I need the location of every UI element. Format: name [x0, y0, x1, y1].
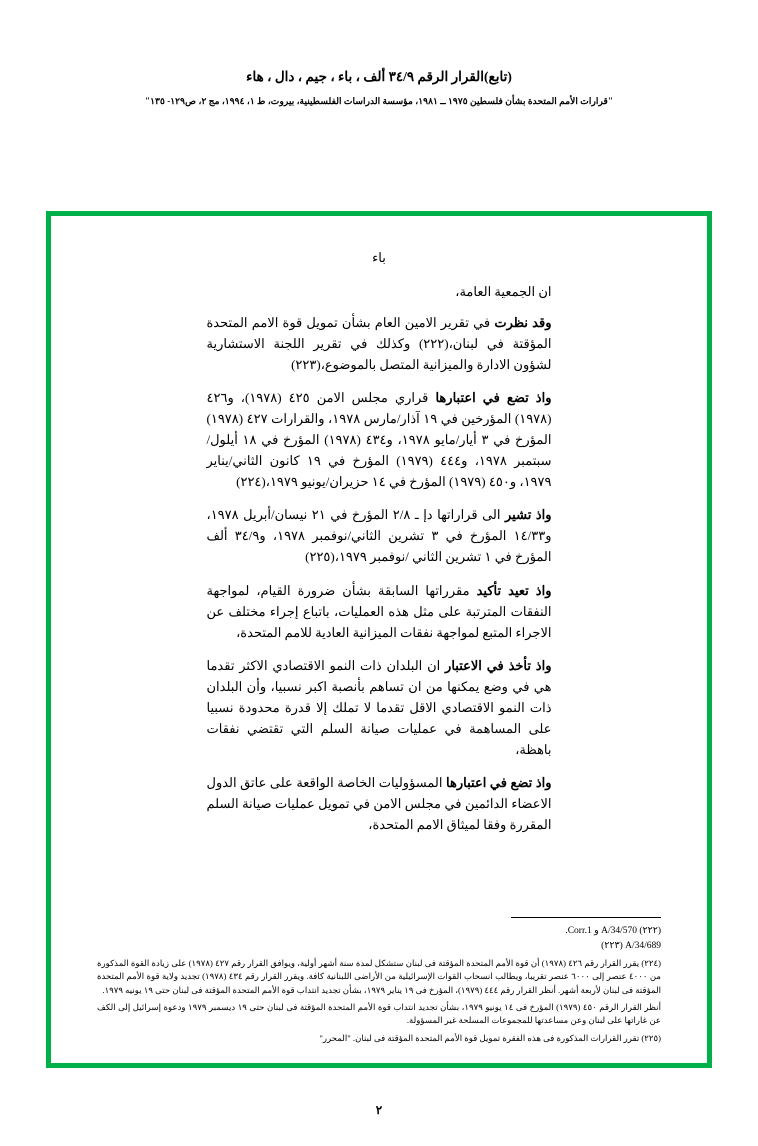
- section-letter: باء: [372, 250, 386, 265]
- paragraph-text: في تقرير الامين العام بشأن تمويل قوة الامم المتحدة المؤقتة في لبنان،(٢٢٢) وكذلك في تقرير اللجنة الاستشارية لشؤون الادارة والميزانية المتصل بالموضوع،(٢٢٣): [206, 315, 552, 373]
- footnote-line: A/34/689 (٢٢٣): [601, 940, 661, 951]
- footnotes-section: [97, 917, 661, 1045]
- paragraph-lead: واذ تضع في اعتبارها: [435, 390, 552, 406]
- footnote-block: أنظر القرار الرقم ٤٥٠ (١٩٧٩) المؤرخ فى ١٤ يونيو ١٩٧٩، بشأن تجديد انتداب قوة الأمم المتحدة المؤقتة فى لبنان حتى ١٩ ديسمبر ١٩٧٩ ودعوة إسرائيل إلى الكف عن غاراتها على لبنان وعن مساعدتها للمجموعات المسلحة غير المسؤولة.: [97, 1002, 661, 1026]
- paragraph-lead: واذ تضع في اعتبارها: [446, 774, 552, 790]
- page-source-citation: "قرارات الأمم المتحدة بشأن فلسطين ١٩٧٥ ــ ١٩٨١، مؤسسة الدراسات الفلسطينية، بيروت، ط ١، ١٩٩٤، مج ٢، ص١٢٩- ١٣٥": [144, 95, 614, 106]
- page-number: ٢: [375, 1103, 383, 1117]
- paragraph: [207, 312, 552, 375]
- paragraph-lead: وقد نظرت: [494, 315, 552, 330]
- paragraph-text: الى قراراتها دإ ـ ٢/٨ المؤرخ في ٢١ نيسان/أبريل ١٩٧٨، و١٤/٣٣ المؤرخ في ٣ تشرين الثاني/نوفمبر ١٩٧٨، و٣٤/٩ ألف المؤرخ في ١ تشرين الثاني /نوفمبر ١٩٧٩،(٢٢٥): [206, 507, 552, 565]
- paragraph: [207, 504, 552, 567]
- paragraph: [207, 387, 552, 492]
- document-body: [51, 216, 707, 1063]
- opening-line: ان الجمعية العامة،: [455, 284, 552, 299]
- paragraph-text: قراري مجلس الامن ٤٢٥ (١٩٧٨)، و٤٢٦ (١٩٧٨) المؤرخين في ١٩ آذار/مارس ١٩٧٨، والقرارات ٤٢٧ (١٩٧٨) المؤرخ في ٣ أيار/مايو ١٩٧٨، و٤٣٤ (١٩٧٨) المؤرخ في ١٨ أيلول/سبتمبر ١٩٧٨، و٤٤٤ (١٩٧٩) المؤرخ في ١٩ كانون الثاني/يناير ١٩٧٩، و٤٥٠ (١٩٧٩) المؤرخ في ١٤ حزيران/يونيو ١٩٧٩،(٢٢٤): [206, 390, 552, 490]
- paragraph: [207, 772, 552, 835]
- footnote-divider: [511, 917, 661, 918]
- document-page: [0, 68, 758, 1146]
- paragraph: [207, 580, 552, 643]
- paragraph: [207, 655, 552, 760]
- paragraph-lead: واذ تشير: [505, 507, 552, 523]
- page-header: [0, 68, 758, 108]
- paragraph-lead: واذ تعيد تأكيد: [476, 582, 552, 598]
- footnote-block: (٢٢٥) تقرر القرارات المذكورة فى هذه الفقرة تمويل قوة الأمم المتحدة المؤقتة فى لبنان. "المحرر": [319, 1032, 661, 1043]
- green-border-frame: [46, 211, 712, 1068]
- paragraph-text: ان البلدان ذات النمو الاقتصادي الاكثر تقدما هي في وضع يمكنها من ان تساهم بأنصبة اكبر نسبيا، وأن البلدان ذات النمو الاقتصادي الاقل تقدما لا تملك إلا قدرة محدودة نسبيا على المساهمة في عمليات صيانة السلم التي تقتضي نفقات باهظة،: [206, 657, 552, 757]
- paragraph-lead: واذ تأخذ في الاعتبار: [445, 657, 552, 673]
- paragraph-text: المسؤوليات الخاصة الواقعة على عاتق الدول الاعضاء الدائمين في مجلس الامن في تمويل عمليات صيانة السلم المقررة وفقا لميثاق الامم المتحدة،: [206, 774, 552, 832]
- footnote-block: (٢٢٤) يقرر القرار رقم ٤٢٦ (١٩٧٨) أن قوة الأمم المتحدة المؤقتة فى لبنان ستشكل لمدة سنة أشهر أولية، ويوافق القرار رقم ٤٢٧ (١٩٧٨) على زيادة القوة المذكورة من ٤٠٠٠ عنصر إلى ٦٠٠٠ عنصر تقريبا، ويطالب انسحاب القوات الإسرائيلية من الأراضى اللبنانية كافة. ويقرر القرار رقم ٤٣٤ (١٩٧٨) تجديد ولاية قوة الأمم المتحدة المؤقتة فى لبنان لأربعة أشهر. أنظر القرار رقم ٤٤٤ (١٩٧٩)، المؤرخ فى ١٩ يناير ١٩٧٩، بشأن تجديد انتداب قوة الأمم المتحدة المؤقتة فى لبنان حتى ١٩ يونيه ١٩٧٩.: [97, 958, 662, 995]
- footnote-line: (٢٢٢) A/34/570 و Corr.1.: [565, 925, 661, 936]
- paragraph-text: مقرراتها السابقة بشأن ضرورة القيام، لمواجهة النفقات المترتبة على مثل هذه العمليات، باتباع إجراء مختلف عن الاجراء المتبع لمواجهة نفقات الميزانية العادية للامم المتحدة،: [206, 582, 552, 640]
- page-title: (تابع)القرار الرقم ٣٤/٩ ألف ، باء ، جيم ، دال ، هاء: [246, 69, 512, 84]
- resolution-text-block: [207, 284, 552, 835]
